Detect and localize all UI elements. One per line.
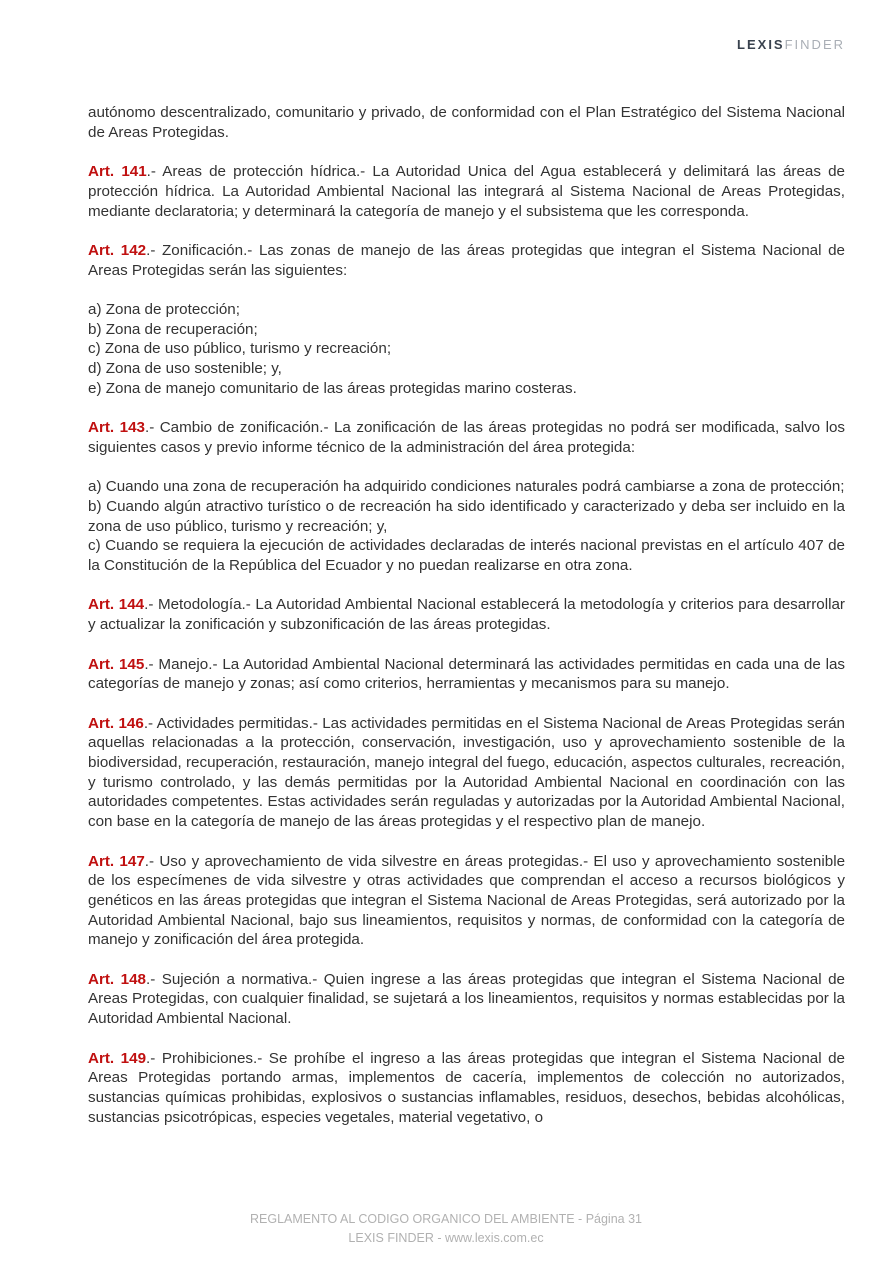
logo-primary-text: LEXIS: [737, 37, 785, 52]
article-number: Art. 145: [88, 655, 145, 673]
article-number: Art. 141: [88, 163, 147, 181]
list-item: d) Zona de uso sostenible; y,: [88, 360, 282, 378]
article-number: Art. 142: [88, 241, 147, 259]
article-text: .- Uso y aprovechamiento de vida silvestre en áreas protegidas.- El uso y aprovechamiento sostenible de los especímenes de vida silvestre y otras actividades que comprendan el acceso a recursos biológicos y genéticos en las áreas protegidas que integran el Sistema Nacional de Areas Protegidas, será autorizado por la Autoridad Ambiental Nacional, bajo sus lineamientos, requisitos y normas, de conformidad con la categoría de manejo y zonificación del área protegida.: [88, 852, 846, 949]
article-text: .- Metodología.- La Autoridad Ambiental Nacional establecerá la metodología y criterios para desarrollar y actualizar la zonificación y subzonificación de las áreas protegidas.: [88, 596, 845, 634]
article-paragraph: [88, 852, 845, 951]
article-paragraph: [88, 714, 845, 832]
list-item: a) Zona de protección;: [88, 300, 240, 318]
list-item: c) Cuando se requiera la ejecución de actividades declaradas de interés nacional previstas en el artículo 407 de la Constitución de la República del Ecuador y no puedan realizarse en otra zona.: [88, 537, 845, 575]
clause-list: [88, 300, 845, 399]
article-text: .- Sujeción a normativa.- Quien ingrese a las áreas protegidas que integran el Sistema Nacional de Areas Protegidas, con cualquier finalidad, se sujetará a los lineamientos, requisitos y normas establecidas por la Autoridad Ambiental Nacional.: [88, 970, 845, 1028]
list-item: a) Cuando una zona de recuperación ha adquirido condiciones naturales podrá cambiarse a zona de protección;: [88, 478, 845, 496]
article-number: Art. 148: [88, 970, 146, 988]
article-number: Art. 149: [88, 1049, 147, 1067]
document-body: [88, 103, 845, 1127]
clause-list: [88, 477, 845, 576]
article-text: .- Actividades permitidas.- Las actividades permitidas en el Sistema Nacional de Areas Protegidas serán aquellas relacionadas a la protección, conservación, investigación, uso y aprovechamiento sostenible de la biodiversidad, recuperación, restauración, manejo integral del fuego, educación, aspectos culturales, recreación, y turismo controlado, y las demás permitidas por la Autoridad Ambiental Nacional en coordinación con las autoridades competentes. Estas actividades serán reguladas y autorizadas por la Autoridad Ambiental Nacional, con base en la categoría de manejo de las áreas protegidas y el respectivo plan de manejo.: [88, 714, 845, 831]
article-paragraph: [88, 162, 845, 221]
article-text: .- Zonificación.- Las zonas de manejo de las áreas protegidas que integran el Sistema Nacional de Areas Protegidas serán las siguientes:: [88, 241, 845, 279]
article-text: .- Cambio de zonificación.- La zonificación de las áreas protegidas no podrá ser modificada, salvo los siguientes casos y previo informe técnico de la administración del área protegida:: [88, 419, 845, 456]
article-text: .- Manejo.- La Autoridad Ambiental Nacional determinará las actividades permitidas en cada una de las categorías de manejo y zonas; así como criterios, herramientas y mecanismos para su manejo.: [88, 655, 845, 693]
paragraph: autónomo descentralizado, comunitario y privado, de conformidad con el Plan Estratégico del Sistema Nacional de Areas Protegidas.: [88, 104, 845, 141]
article-paragraph: [88, 970, 845, 1029]
article-number: Art. 146: [88, 714, 144, 732]
article-paragraph: [88, 595, 845, 634]
article-number: Art. 147: [88, 852, 145, 870]
footer-document-title: REGLAMENTO AL CODIGO ORGANICO DEL AMBIENTE - Página 31: [249, 1212, 642, 1226]
article-paragraph: [88, 418, 845, 457]
list-item: c) Zona de uso público, turismo y recreación;: [88, 340, 392, 358]
list-item: e) Zona de manejo comunitario de las áreas protegidas marino costeras.: [88, 379, 577, 397]
article-paragraph: [88, 655, 845, 694]
list-item: b) Zona de recuperación;: [88, 320, 258, 338]
logo-secondary-text: FINDER: [784, 37, 845, 52]
article-paragraph: [88, 241, 845, 280]
article-text: .- Areas de protección hídrica.- La Autoridad Unica del Agua establecerá y delimitará las áreas de protección hídrica. La Autoridad Ambiental Nacional las integrará al Sistema Nacional de Areas Protegidas, mediante declaratoria; y determinará la categoría de manejo y el subsistema que les corresponda.: [88, 163, 845, 220]
article-text: .- Prohibiciones.- Se prohíbe el ingreso a las áreas protegidas que integran el Sistema Nacional de Areas Protegidas portando armas, implementos de cacería, implementos de colección no autorizados, sustancias químicas prohibidas, explosivos o sustancias inflamables, residuos, desechos, bebidas alcohólicas, sustancias psicotrópicas, especies vegetales, material vegetativo, o: [88, 1049, 846, 1126]
lexisfinder-logo: [737, 37, 845, 52]
article-number: Art. 144: [88, 596, 145, 614]
list-item: b) Cuando algún atractivo turístico o de recreación ha sido identificado y caracterizado y deba ser incluido en la zona de uso público, turismo y recreación; y,: [88, 497, 845, 535]
footer-source: LEXIS FINDER - www.lexis.com.ec: [348, 1231, 544, 1245]
article-paragraph: [88, 1049, 845, 1128]
article-number: Art. 143: [88, 419, 145, 437]
page-footer: [0, 1210, 892, 1248]
